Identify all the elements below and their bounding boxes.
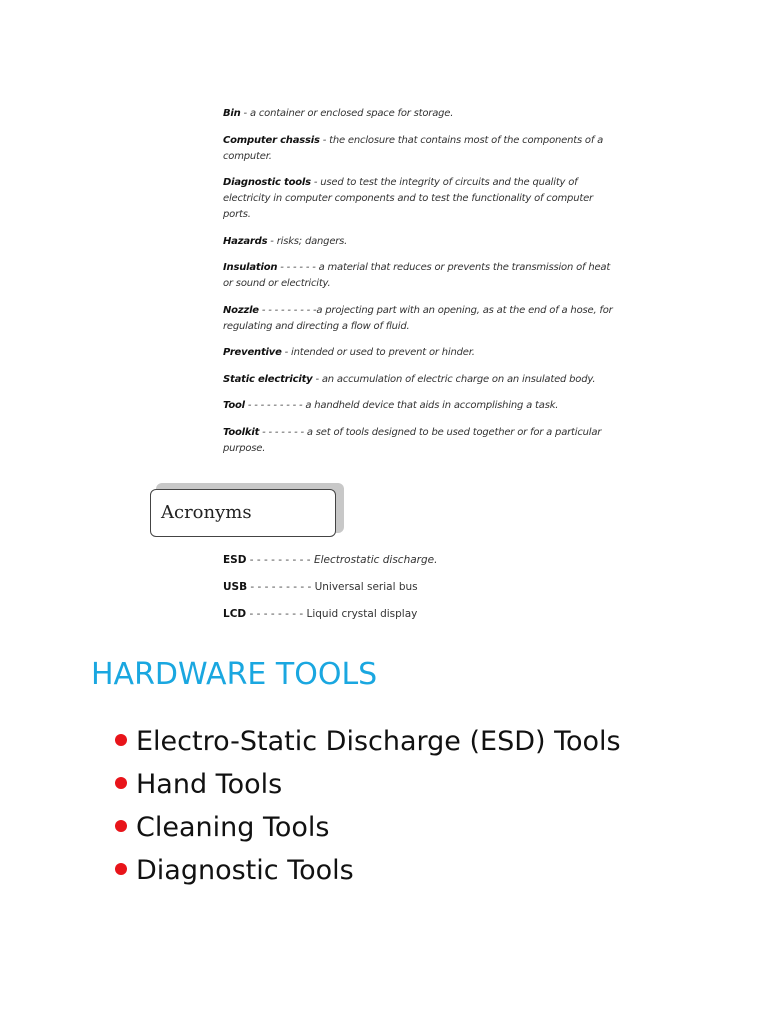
definition-text: a material that reduces or prevents the transmission of heat or sound or electricity. <box>223 262 611 289</box>
list-item-label: Hand Tools <box>136 769 283 800</box>
definition-term: Tool <box>223 400 245 411</box>
definition-text: a projecting part with an opening, as at the end of a hose, for regulating and directing a flow of fluid. <box>223 304 613 332</box>
definition-term: Preventive <box>223 347 282 358</box>
acronym-separator: - - - - - - - - - <box>246 554 314 566</box>
definition-text: used to test the integrity of circuits and the quality of electricity in computer components and to test the functionality of computer ports. <box>223 177 593 220</box>
definition-term: Computer chassis <box>223 134 320 146</box>
section-title: HARDWARE TOOLS <box>91 657 378 692</box>
definition-text: a handheld device that aids in accomplishing a task. <box>305 400 559 411</box>
definition-item <box>223 260 618 292</box>
definition-separator: - <box>319 134 330 146</box>
definition-separator: - <box>281 347 292 358</box>
list-item-label: Cleaning Tools <box>136 812 330 843</box>
definition-term: Nozzle <box>223 304 259 316</box>
acronym-code: ESD <box>223 554 247 566</box>
bullet-icon <box>115 820 127 832</box>
acronym-separator: - - - - - - - - - <box>247 581 315 593</box>
definition-item <box>223 345 618 361</box>
definition-text: the enclosure that contains most of the components of a computer. <box>223 134 604 162</box>
definition-separator: - - - - - - <box>277 262 319 273</box>
bullet-icon <box>115 863 127 875</box>
definition-item <box>223 425 618 457</box>
acronym-row <box>223 608 613 626</box>
acronym-code: USB <box>223 581 248 593</box>
hardware-tools-list <box>112 720 621 892</box>
definition-item <box>223 234 618 250</box>
definition-term: Static electricity <box>223 373 313 385</box>
list-item <box>112 763 621 806</box>
acronym-meaning: Universal serial bus <box>314 581 418 593</box>
acronym-code: LCD <box>223 608 247 620</box>
list-item-label: Diagnostic Tools <box>136 855 354 886</box>
acronym-meaning: Liquid crystal display <box>306 608 418 620</box>
definition-separator: - <box>240 108 250 119</box>
list-item <box>112 720 621 763</box>
definition-item <box>223 372 618 388</box>
definition-list <box>223 106 618 467</box>
acronym-row <box>223 554 613 581</box>
definition-term: Toolkit <box>223 426 260 438</box>
acronym-separator: - - - - - - - - <box>246 608 307 620</box>
definition-text: a container or enclosed space for storage. <box>249 108 454 119</box>
definition-text: an accumulation of electric charge on an insulated body. <box>321 373 596 385</box>
definition-separator: - - - - - - - - - <box>258 304 317 316</box>
glossary-image <box>150 92 620 626</box>
acronym-meaning: Electrostatic discharge. <box>313 554 438 566</box>
definition-item <box>223 133 618 165</box>
list-item-label: Electro-Static Discharge (ESD) Tools <box>136 726 621 757</box>
list-item <box>112 849 621 892</box>
definition-separator: - <box>312 373 322 385</box>
definition-text: risks; dangers. <box>276 235 348 247</box>
definition-text: a set of tools designed to be used together or for a particular purpose. <box>223 426 602 454</box>
definition-item <box>223 106 618 122</box>
definition-separator: - - - - - - - <box>259 426 307 438</box>
definition-text: intended or used to prevent or hinder. <box>291 347 475 358</box>
bullet-icon <box>115 777 127 789</box>
acronyms-box <box>150 489 336 537</box>
acronym-row <box>223 581 613 608</box>
definition-item <box>223 175 618 223</box>
definition-term: Hazards <box>223 235 268 247</box>
list-item <box>112 806 621 849</box>
bullet-icon <box>115 734 127 746</box>
definition-term: Diagnostic tools <box>223 177 311 188</box>
definition-term: Bin <box>223 108 241 119</box>
definition-separator: - <box>310 177 321 188</box>
definition-separator: - - - - - - - - - <box>244 400 306 411</box>
acronym-list <box>223 554 613 626</box>
acronyms-title: Acronyms <box>161 502 252 523</box>
definition-item <box>223 398 618 414</box>
definition-separator: - <box>267 235 277 247</box>
definition-item <box>223 303 618 335</box>
definition-term: Insulation <box>223 262 278 273</box>
